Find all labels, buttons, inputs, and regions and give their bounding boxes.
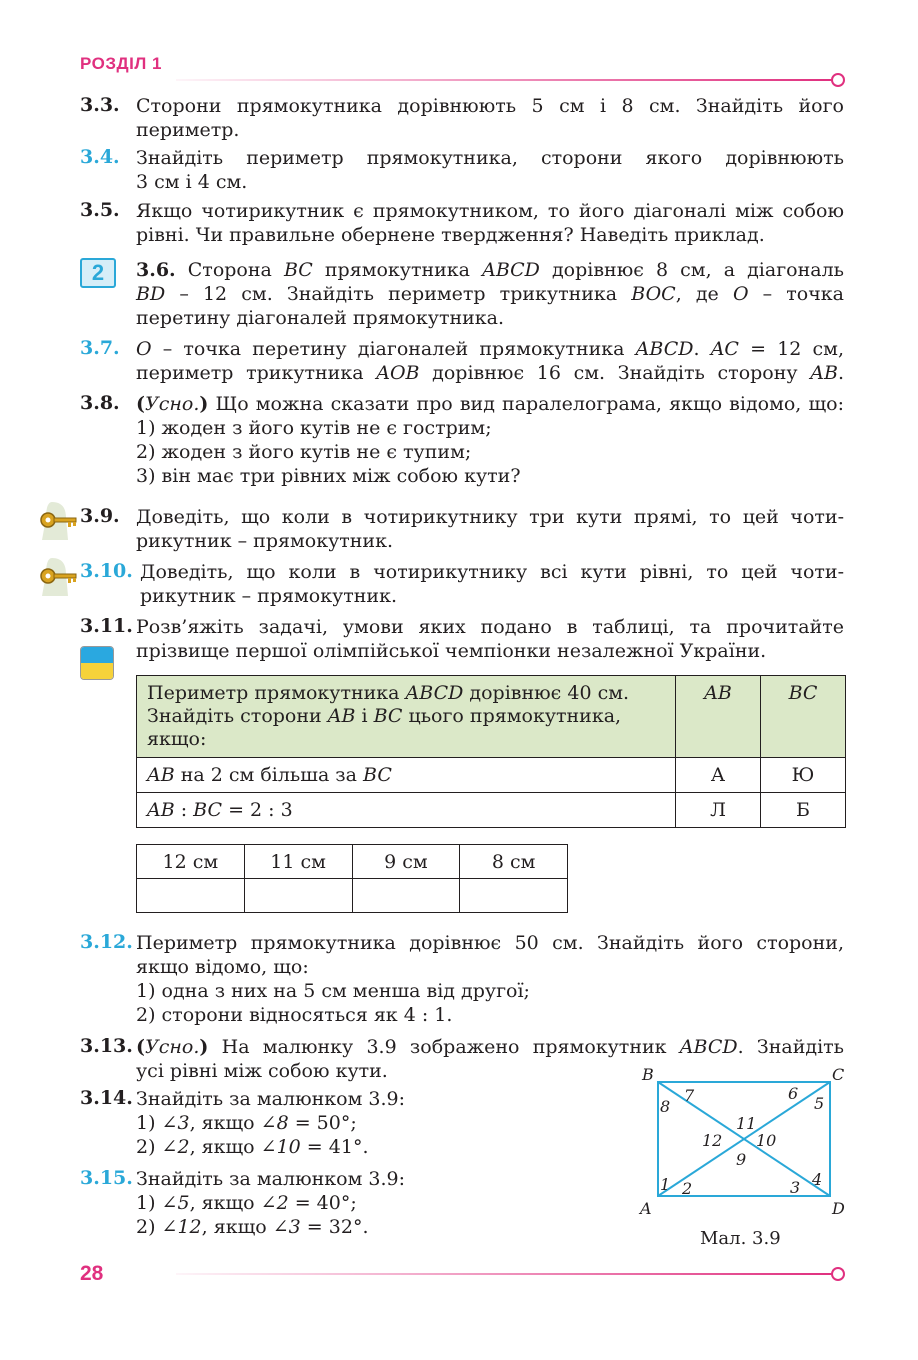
vertex-label: C [832,1065,845,1084]
table-cell: А [676,758,761,793]
problem-number: 3.14. [80,1087,133,1109]
ukraine-flag-icon [80,646,114,680]
angle-label: 6 [788,1084,799,1103]
problem-text: Периметр прямокутника дорівнює 50 см. Знайдіть його сторони, якщо відомо, що: 1) одна з них на 5 см менша від другої; 2) сторони відносяться як 4 : 1. [136,932,844,1026]
level-2-icon: 2 [80,258,116,288]
problem-number: 3.10. [80,560,133,582]
task-table [136,675,846,828]
angle-label: 12 [702,1131,723,1150]
problem-text: Доведіть, що коли в чотирикутнику три кути прямі, то цей чоти- рикутник – прямокутник. [136,506,844,552]
table-header-ab: AB [676,676,761,758]
table-cell: Л [676,793,761,828]
problem-text: Знайдіть за малюнком 3.9: 1) ∠5, якщо ∠2 = 40°; 2) ∠12, якщо ∠3 = 32°. [136,1168,406,1238]
problem-number: 3.15. [80,1167,133,1189]
answer-value: 9 см [352,845,460,879]
vertex-label: A [640,1199,652,1218]
answer-blank [244,879,352,913]
footer-rule [176,1273,832,1275]
table-row-condition: AB на 2 см більша за BC [137,758,676,793]
answer-table [136,844,568,913]
key-icon [38,556,80,598]
problem-number: 3.13. [80,1035,133,1057]
table-header-bc: BC [761,676,846,758]
table-cell: Ю [761,758,846,793]
angle-label: 4 [812,1170,823,1189]
answer-value: 12 см [137,845,245,879]
problem-number: 3.5. [80,199,120,221]
problem-text: Сторони прямокутника дорівнюють 5 см і 8 см. Знайдіть його периметр. [136,95,844,141]
problem-number: 3.12. [80,931,133,953]
header-rule [176,79,832,81]
problem-number: 3.9. [80,505,120,527]
section-title: РОЗДІЛ 1 [80,54,162,73]
problem-text: (Усно.) На малюнку 3.9 зображено прямокутник ABCD. Знайдіть усі рівні між собою кути. [136,1036,845,1082]
problem-text: Знайдіть периметр прямокутника, сторони якого дорівнюють 3 см і 4 см. [136,147,844,193]
problem-text: 3.6. Сторона BC прямокутника ABCD дорівнює 8 см, а діагональ BD – 12 см. Знайдіть периметр трикутника BOC, де O – точка перетину діагоналей прямокутника. [136,259,845,329]
key-icon [38,500,80,542]
problem-text: (Усно.) Що можна сказати про вид паралелограма, якщо відомо, що: 1) жоден з його кутів не є гострим; 2) жоден з його кутів не є тупим; 3) він має три рівних між собою кути? [136,393,844,487]
figure-caption: Мал. 3.9 [700,1228,781,1249]
angle-label: 8 [660,1097,671,1116]
header-rule-dot [831,73,845,87]
vertex-label: B [642,1065,654,1084]
problem-number: 3.11. [80,615,133,637]
problem-text: O – точка перетину діагоналей прямокутника ABCD. AC = 12 см, периметр трикутника AOB дорівнює 16 см. Знайдіть сторону AB. [136,338,844,384]
angle-label: 5 [814,1094,825,1113]
vertex-label: D [832,1199,845,1218]
angle-label: 10 [756,1131,777,1150]
problem-number: 3.3. [80,94,120,116]
angle-label: 1 [660,1175,671,1194]
angle-label: 7 [684,1086,695,1105]
problem-number: 3.6. [136,259,176,281]
problem-number: 3.4. [80,146,120,168]
table-header-condition: Периметр прямокутника ABCD дорівнює 40 см. Знайдіть сторони AB і BC цього прямокутника, якщо: [137,676,676,758]
footer-rule-dot [831,1267,845,1281]
answer-blank [352,879,460,913]
answer-blank [137,879,245,913]
problem-text: Якщо чотирикутник є прямокутником, то його діагоналі між собою рівні. Чи правильне обернене твердження? Наведіть приклад. [136,200,844,246]
problem-number: 3.8. [80,392,120,414]
rectangle-figure [636,1062,850,1222]
answer-blank [460,879,568,913]
page-number: 28 [80,1262,104,1285]
angle-label: 3 [790,1178,801,1197]
problem-text: Знайдіть за малюнком 3.9: 1) ∠3, якщо ∠8 = 50°; 2) ∠2, якщо ∠10 = 41°. [136,1088,406,1158]
angle-label: 9 [736,1150,747,1169]
problem-text: Доведіть, що коли в чотирикутнику всі кути рівні, то цей чоти- рикутник – прямокутник. [140,561,844,607]
angle-label: 2 [682,1179,693,1198]
problem-number: 3.7. [80,337,120,359]
table-cell: Б [761,793,846,828]
answer-value: 11 см [244,845,352,879]
angle-label: 11 [736,1114,757,1133]
answer-value: 8 см [460,845,568,879]
problem-text: Розв’яжіть задачі, умови яких подано в таблиці, та прочитайте прізвище першої олімпійської чемпіонки незалежної України. [136,616,844,662]
table-row-condition: AB : BC = 2 : 3 [137,793,676,828]
